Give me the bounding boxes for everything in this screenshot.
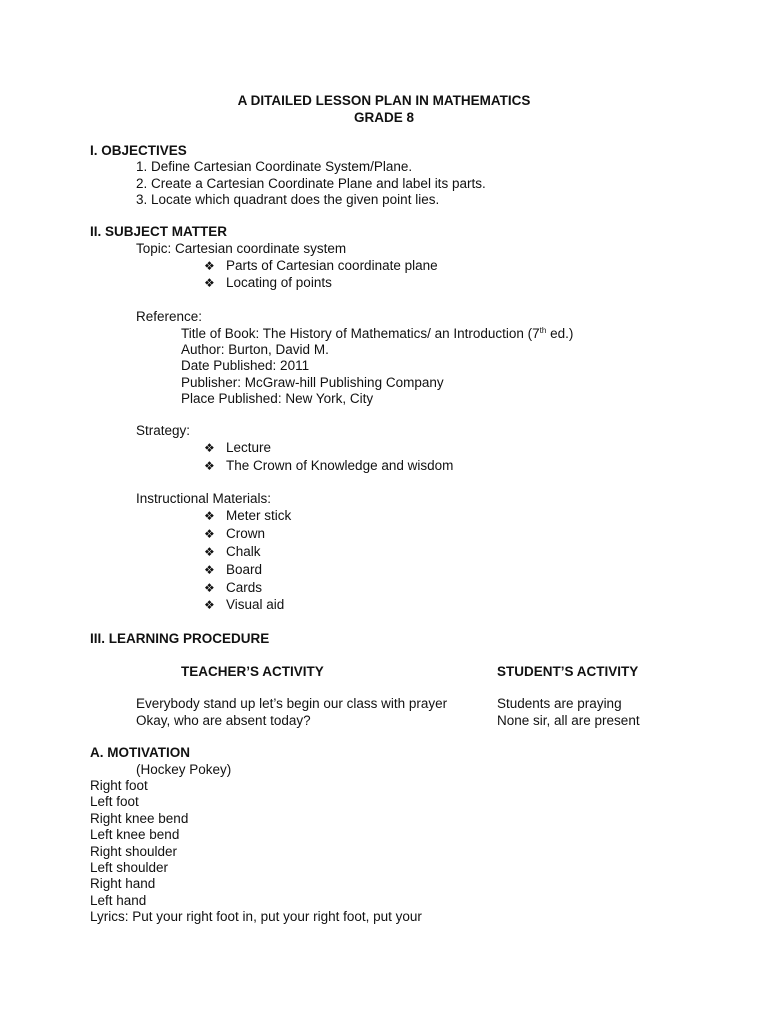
diamond-bullet-icon: ❖ [204, 581, 215, 595]
list-item: ❖ Chalk [204, 544, 261, 559]
list-item: ❖ Parts of Cartesian coordinate plane [204, 258, 438, 273]
materials-label: Instructional Materials: [136, 491, 272, 506]
motivation-line: Left knee bend [90, 827, 180, 842]
motivation-subtitle: (Hockey Pokey) [136, 762, 232, 777]
diamond-bullet-icon: ❖ [204, 598, 215, 612]
topic-line: Topic: Cartesian coordinate system [136, 241, 347, 256]
diamond-bullet-icon: ❖ [204, 259, 215, 273]
strategy-label: Strategy: [136, 423, 191, 438]
objective-item: 3. Locate which quadrant does the given point lies. [136, 192, 440, 207]
list-item: ❖ Locating of points [204, 275, 332, 290]
student-activity-heading: STUDENT’S ACTIVITY [497, 664, 639, 679]
student-activity-line: Students are praying [497, 696, 622, 711]
teacher-activity-heading: TEACHER’S ACTIVITY [181, 664, 324, 679]
motivation-line: Right hand [90, 876, 156, 891]
diamond-bullet-icon: ❖ [204, 563, 215, 577]
teacher-activity-line: Everybody stand up let’s begin our class with prayer [136, 696, 448, 711]
diamond-bullet-icon: ❖ [204, 527, 215, 541]
motivation-heading: A. MOTIVATION [90, 745, 190, 760]
diamond-bullet-icon: ❖ [204, 509, 215, 523]
teacher-activity-line: Okay, who are absent today? [136, 713, 311, 728]
list-item: ❖ Board [204, 562, 263, 577]
diamond-bullet-icon: ❖ [204, 276, 215, 290]
reference-date: Date Published: 2011 [181, 358, 310, 373]
document-grade: GRADE 8 [353, 110, 414, 125]
reference-author: Author: Burton, David M. [181, 342, 329, 357]
document-title: A DITAILED LESSON PLAN IN MATHEMATICS [237, 93, 531, 108]
list-item: ❖ The Crown of Knowledge and wisdom [204, 458, 454, 473]
motivation-line: Left foot [90, 794, 139, 809]
motivation-line: Right shoulder [90, 844, 178, 859]
reference-label: Reference: [136, 309, 203, 324]
list-item: ❖ Lecture [204, 440, 272, 455]
reference-book-title: Title of Book: The History of Mathematics/ an Introduction (7th ed.) [181, 326, 574, 341]
objective-item: 2. Create a Cartesian Coordinate Plane and label its parts. [136, 176, 486, 191]
subject-matter-heading: II. SUBJECT MATTER [90, 224, 228, 239]
list-item: ❖ Visual aid [204, 597, 285, 612]
motivation-line: Lyrics: Put your right foot in, put your right foot, put your [90, 909, 422, 924]
diamond-bullet-icon: ❖ [204, 441, 215, 455]
reference-place: Place Published: New York, City [181, 391, 374, 406]
motivation-line: Left shoulder [90, 860, 169, 875]
list-item: ❖ Meter stick [204, 508, 292, 523]
diamond-bullet-icon: ❖ [204, 545, 215, 559]
motivation-line: Right foot [90, 778, 148, 793]
objectives-heading: I. OBJECTIVES [90, 143, 187, 158]
student-activity-line: None sir, all are present [497, 713, 640, 728]
motivation-line: Left hand [90, 893, 147, 908]
list-item: ❖ Cards [204, 580, 263, 595]
reference-publisher: Publisher: McGraw-hill Publishing Company [181, 375, 444, 390]
diamond-bullet-icon: ❖ [204, 459, 215, 473]
learning-procedure-heading: III. LEARNING PROCEDURE [90, 631, 270, 646]
motivation-line: Right knee bend [90, 811, 189, 826]
list-item: ❖ Crown [204, 526, 266, 541]
objective-item: 1. Define Cartesian Coordinate System/Plane. [136, 159, 413, 174]
